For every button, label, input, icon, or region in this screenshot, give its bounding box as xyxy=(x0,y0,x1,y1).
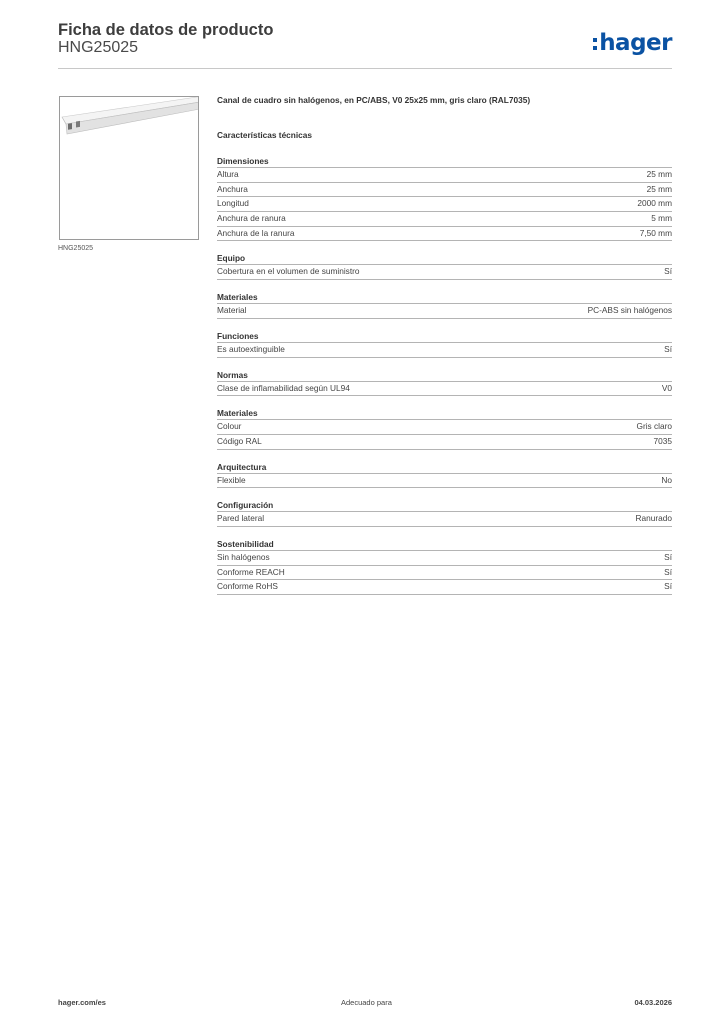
spec-section xyxy=(217,253,672,280)
spec-value: No xyxy=(661,474,672,485)
spec-value: V0 xyxy=(661,382,672,393)
spec-row xyxy=(217,197,672,212)
spec-value: Gris claro xyxy=(636,421,672,432)
spec-label: Altura xyxy=(217,169,239,179)
spec-value: 7035 xyxy=(653,435,672,446)
spec-row xyxy=(217,566,672,581)
spec-label: Anchura de ranura xyxy=(217,213,286,224)
spec-value: 7,50 mm xyxy=(639,227,672,238)
spec-value: Sí xyxy=(664,551,672,562)
section-title: Configuración xyxy=(217,500,672,512)
spec-row xyxy=(217,227,672,242)
spec-value: 2000 mm xyxy=(637,198,672,209)
spec-section xyxy=(217,292,672,319)
spec-section xyxy=(217,156,672,241)
spec-label: Pared lateral xyxy=(217,513,265,524)
section-title: Materiales xyxy=(217,408,672,420)
cable-trunking-illustration xyxy=(60,97,199,240)
spec-row xyxy=(217,551,672,566)
spec-value: 25 mm xyxy=(646,183,672,194)
spec-row xyxy=(217,382,672,397)
spec-sections xyxy=(217,156,672,595)
spec-label: Conforme REACH xyxy=(217,566,285,577)
hager-logo xyxy=(593,29,672,57)
product-code: HNG25025 xyxy=(58,39,139,56)
spec-label: Anchura de la ranura xyxy=(217,227,295,238)
spec-row xyxy=(217,580,672,595)
spec-row xyxy=(217,212,672,227)
spec-label: Material xyxy=(217,305,247,316)
section-title: Funciones xyxy=(217,331,672,343)
section-title: Arquitectura xyxy=(217,462,672,474)
spec-label: Colour xyxy=(217,421,242,432)
section-title: Normas xyxy=(217,370,672,382)
spec-content xyxy=(217,95,672,607)
spec-row xyxy=(217,420,672,435)
spec-value: 5 mm xyxy=(651,213,672,224)
spec-label: Es autoextinguible xyxy=(217,343,285,354)
spec-row xyxy=(217,435,672,450)
section-title: Dimensiones xyxy=(217,156,672,168)
tech-characteristics-title: Características técnicas xyxy=(217,130,313,140)
product-image xyxy=(59,96,199,240)
spec-section xyxy=(217,539,672,595)
spec-label: Sin halógenos xyxy=(217,551,270,562)
logo-text: hager xyxy=(599,29,672,56)
header-divider xyxy=(58,68,672,69)
product-description: Canal de cuadro sin halógenos, en PC/ABS, V0 25x25 mm, gris claro (RAL7035) xyxy=(217,95,531,105)
spec-label: Flexible xyxy=(217,474,246,485)
page-title: Ficha de datos de producto xyxy=(58,21,274,39)
section-title: Materiales xyxy=(217,292,672,304)
spec-label: Anchura xyxy=(217,183,248,194)
spec-value: Ranurado xyxy=(635,513,672,524)
spec-row xyxy=(217,512,672,527)
spec-section xyxy=(217,462,672,489)
spec-value: Sí xyxy=(664,566,672,577)
spec-label: Longitud xyxy=(217,198,249,209)
spec-row xyxy=(217,183,672,198)
spec-section xyxy=(217,408,672,449)
footer-website: hager.com/es xyxy=(58,998,106,1007)
spec-value: Sí xyxy=(664,343,672,354)
spec-row xyxy=(217,265,672,280)
spec-section xyxy=(217,370,672,397)
logo-dots-icon xyxy=(593,38,597,50)
spec-value: PC-ABS sin halógenos xyxy=(587,305,672,316)
spec-row xyxy=(217,168,672,183)
section-title: Sostenibilidad xyxy=(217,539,672,551)
section-title: Equipo xyxy=(217,253,672,265)
spec-row xyxy=(217,304,672,319)
spec-row xyxy=(217,474,672,489)
spec-label: Clase de inflamabilidad según UL94 xyxy=(217,382,350,393)
footer-suitable-for: Adecuado para xyxy=(341,998,392,1007)
spec-section xyxy=(217,500,672,527)
spec-value: 25 mm xyxy=(646,169,672,179)
spec-section xyxy=(217,331,672,358)
spec-label: Código RAL xyxy=(217,435,262,446)
image-caption: HNG25025 xyxy=(58,245,94,252)
spec-value: Sí xyxy=(664,581,672,592)
spec-label: Conforme RoHS xyxy=(217,581,278,592)
spec-row xyxy=(217,343,672,358)
footer-date: 04.03.2026 xyxy=(634,998,672,1007)
spec-value: Sí xyxy=(664,266,672,277)
spec-label: Cobertura en el volumen de suministro xyxy=(217,266,360,277)
